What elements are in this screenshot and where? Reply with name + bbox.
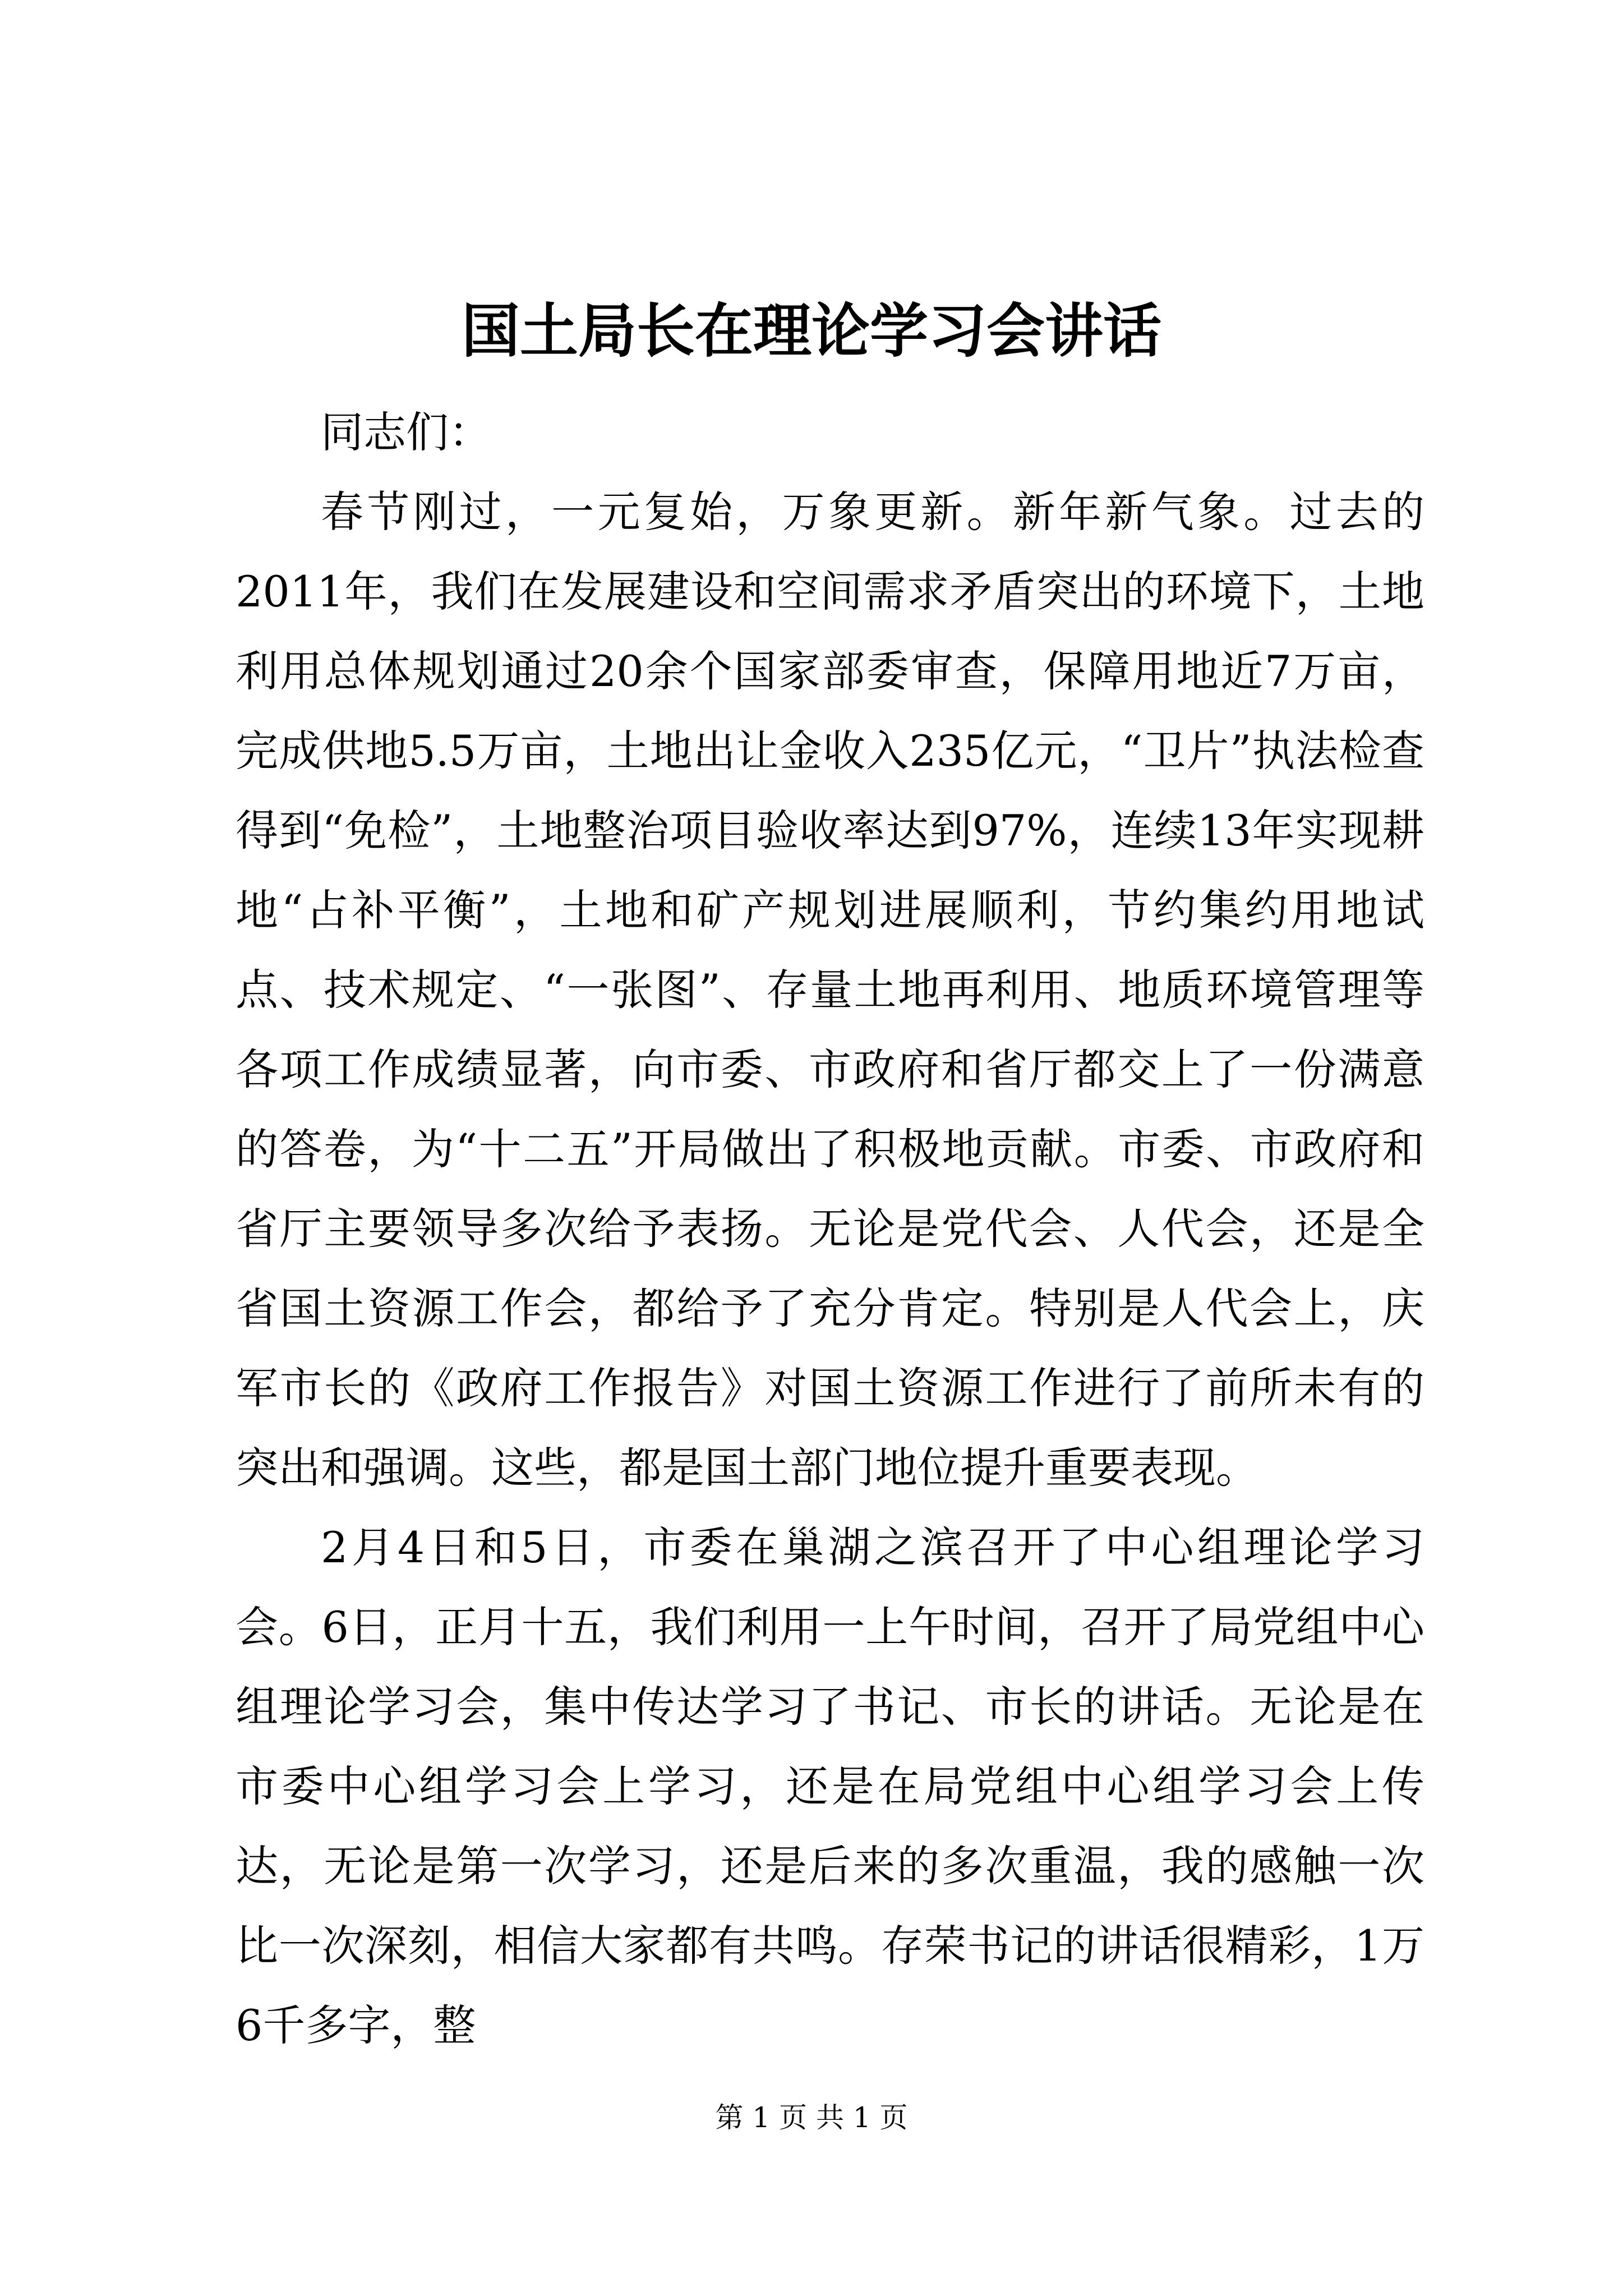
paragraph-2: 2月4日和5日，市委在巢湖之滨召开了中心组理论学习会。6日，正月十五，我们利用一上午时间，召开了局党组中心组理论学习会，集中传达学习了书记、市长的讲话。无论是在市委中心组学习会上学习，还是在局党组中心组学习会上传达，无论是第一次学习，还是后来的多次重温，我的感触一次比一次深刻，相信大家都有共鸣。存荣书记的讲话很精彩，1万6千多字，整 (236, 1522, 1424, 2050)
salutation: 同志们： (321, 407, 491, 457)
document-title: 国土局长在理论学习会讲话 (461, 296, 1161, 365)
document-body (236, 393, 1424, 2065)
page-footer: 第 1 页 共 1 页 (715, 2101, 908, 2134)
paragraph-1: 春节刚过，一元复始，万象更新。新年新气象。过去的2011年，我们在发展建设和空间需求矛盾突出的环境下，土地利用总体规划通过20余个国家部委审查，保障用地近7万亩，完成供地5.5万亩，土地出让金收入235亿元，“卫片”执法检查得到“免检”，土地整治项目验收率达到97%，连续13年实现耕地“占补平衡”，土地和矿产规划进展顺利，节约集约用地试点、技术规定、“一张图”、存量土地再利用、地质环境管理等各项工作成绩显著，向市委、市政府和省厅都交上了一份满意的答卷，为“十二五”开局做出了积极地贡献。市委、市政府和省厅主要领导多次给予表扬。无论是党代会、人代会，还是全省国土资源工作会，都给予了充分肯定。特别是人代会上，庆军市长的《政府工作报告》对国土资源工作进行了前所未有的突出和强调。这些，都是国土部门地位提升重要表现。 (236, 487, 1424, 1493)
